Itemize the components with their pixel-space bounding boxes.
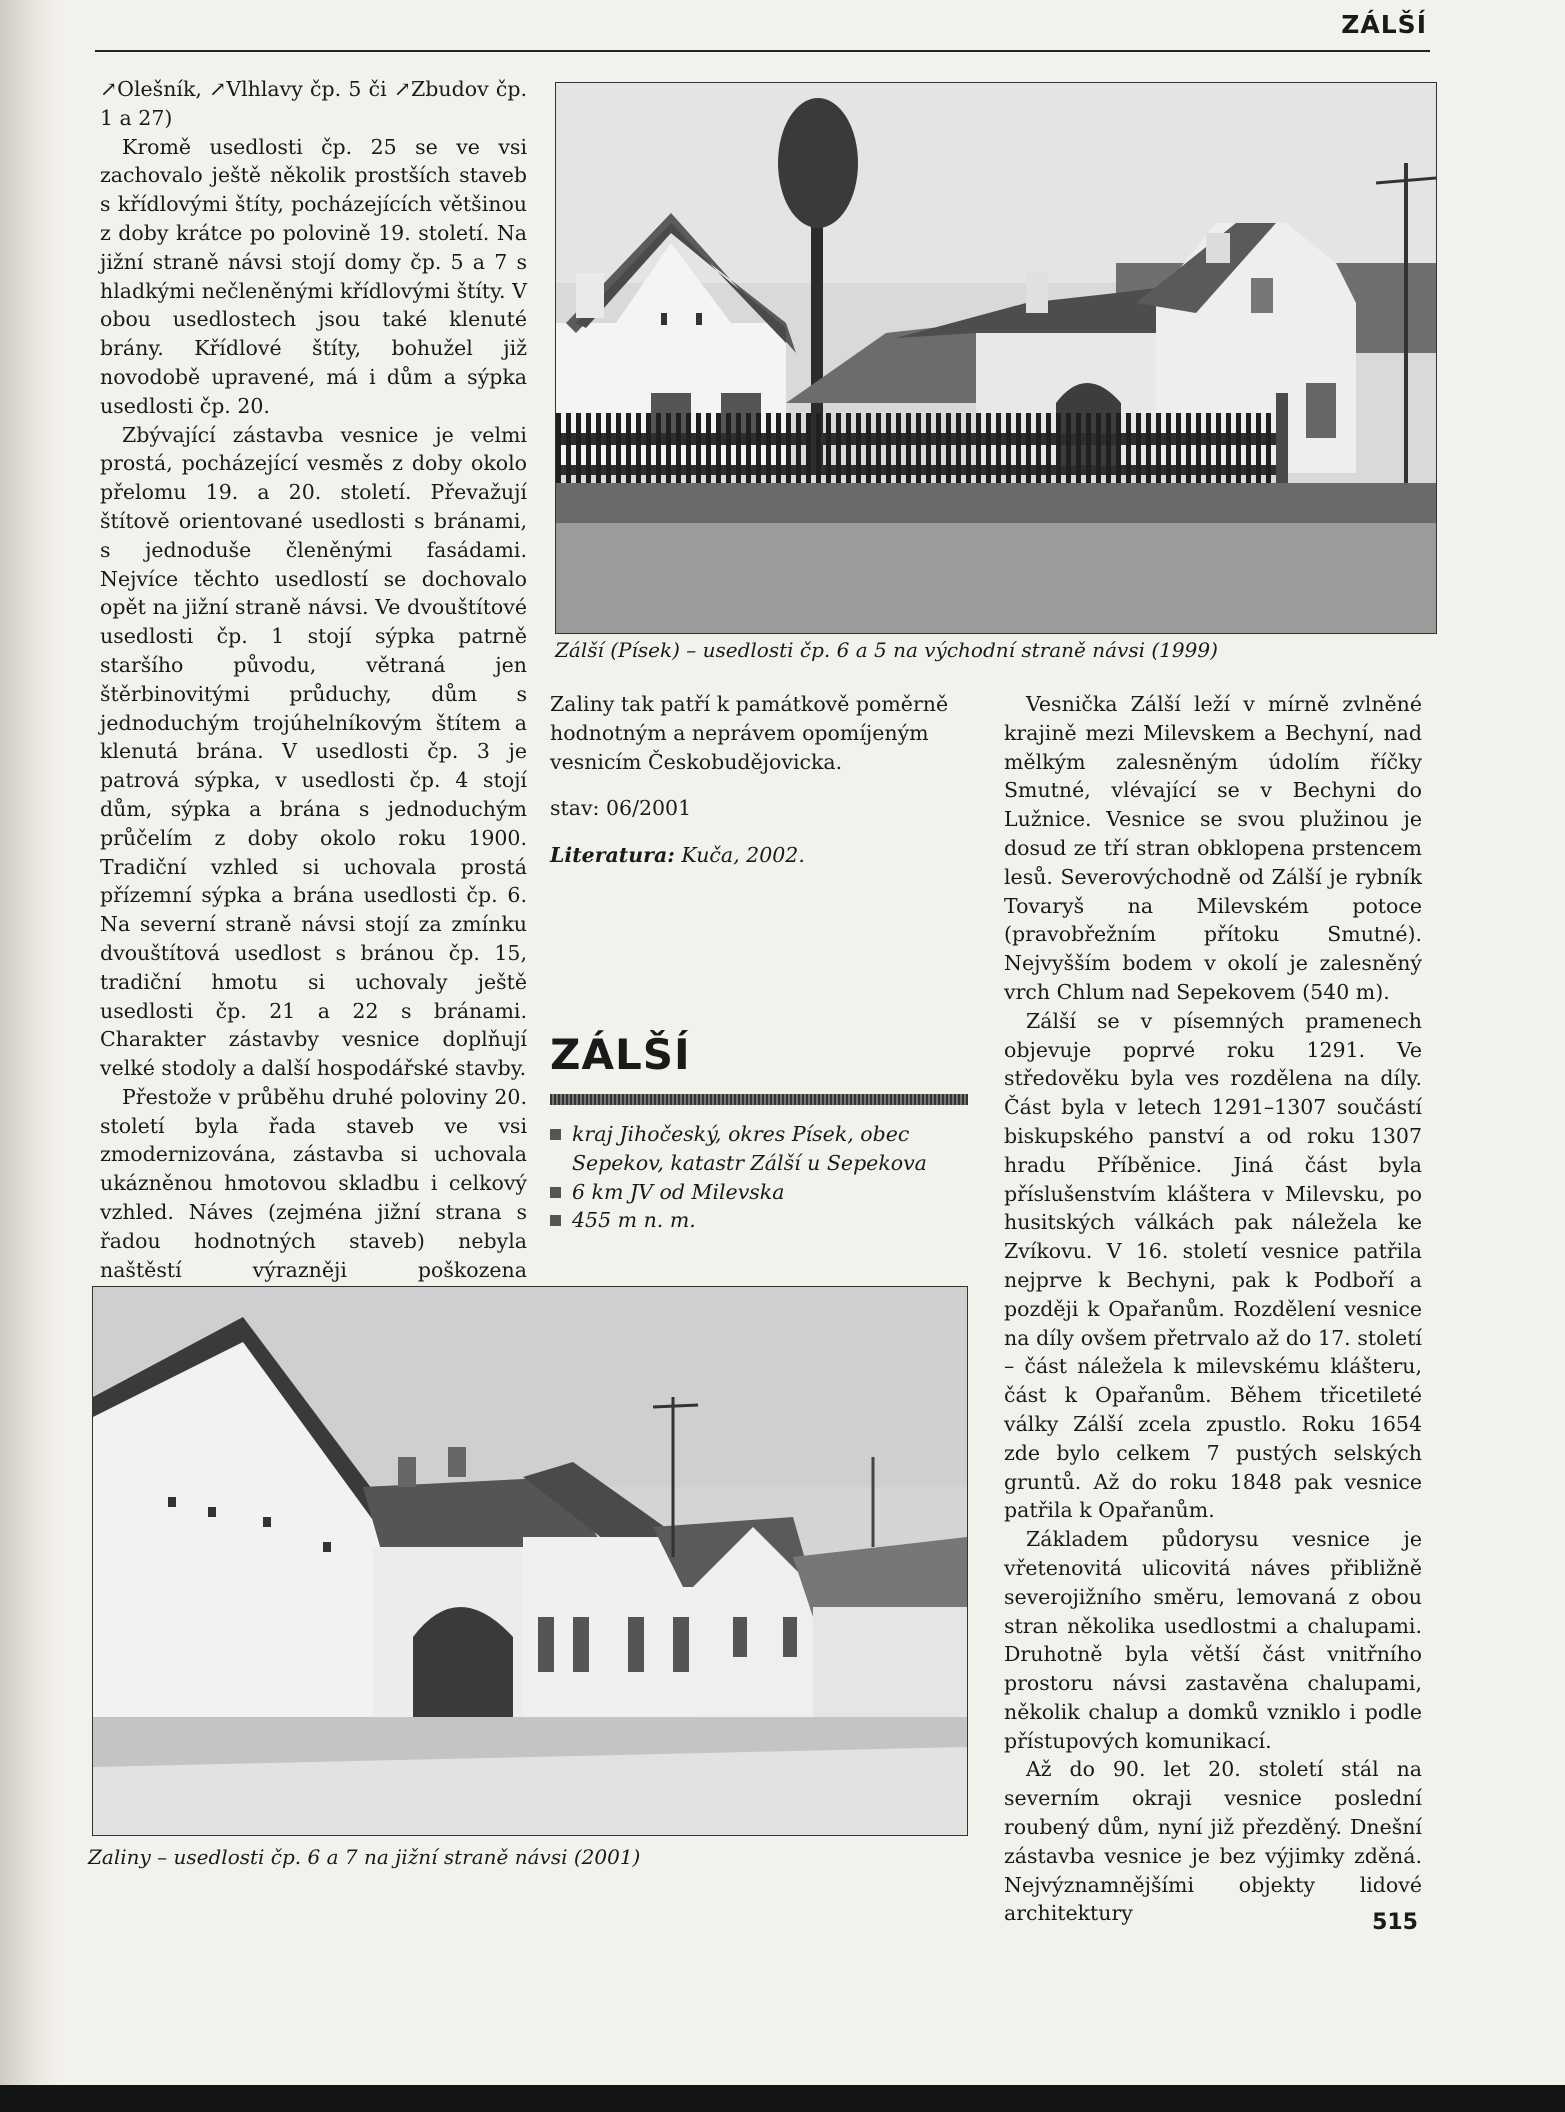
middle-text-column	[550, 690, 970, 870]
header-rule	[95, 50, 1430, 52]
paragraph: Kromě usedlosti čp. 25 se ve vsi zachovalo ještě několik prostších staveb s křídlovými štíty, pocházejících většinou z doby krátce po polovině 19. století. Na jižní straně návsi stojí domy čp. 5 a 7 s hladkými nečleněnými křídlovými štíty. V obou usedlostech jsou také klenuté brány. Křídlové štíty, bohužel již novodobě upravené, má i dům a sýpka usedlosti čp. 20.	[100, 134, 527, 418]
paragraph: ↗Olešník, ↗Vlhlavy čp. 5 či ↗Zbudov čp. 1 a 27)	[100, 77, 527, 130]
photo-image	[93, 1287, 967, 1835]
photo-farmsteads-east	[555, 82, 1437, 634]
left-text-column	[100, 75, 527, 1313]
paragraph: Zálší se v písemných pramenech objevuje poprvé roku 1291. Ve středověku byla ves rozdělena na díly. Část byla v letech 1291–1307 součástí biskupského panství a od roku 1307 hradu Příběnice. Jiná část byla příslušenstvím kláštera v Milevsku, po husitských válkách pak náležela ke Zvíkovu. V 16. století vesnice patřila nejprve k Bechyni, pak k Podboří a později k Opařanům. Rozdělení vesnice na díly ovšem přetrvalo až do 17. století – část náležela k milevskému klášteru, část k Opařanům. Během třicetileté války Zálší zcela zpustlo. Roku 1654 zde bylo celkem 7 pustých selských gruntů. Až do roku 1848 pak vesnice patřila k Opařanům.	[1004, 1008, 1422, 1523]
paragraph: Zaliny tak patří k památkově poměrně hodnotným a neprávem opomíjeným vesnicím Českobudějovicka.	[550, 692, 949, 774]
square-bullet-icon	[550, 1215, 561, 1226]
page-number: 515	[1372, 1910, 1418, 1935]
page-edge-shadow	[0, 0, 60, 2112]
photo-caption-bottom: Zaliny – usedlosti čp. 6 a 7 na jižní straně návsi (2001)	[88, 1845, 641, 1869]
paragraph: Zbývající zástavba vesnice je velmi prostá, pocházející vesměs z doby okolo přelomu 19. a 20. století. Převažují štítově orientované usedlosti s bránami, s jednoduše členěnými fasádami. Nejvíce těchto usedlostí se dochovalo opět na jižní straně návsi. Ve dvouštítové usedlosti čp. 1 stojí sýpka patrně staršího původu, větraná jen štěrbinovitými průduchy, dům s jednoduchým trojúhelníkovým štítem a klenutá brána. V usedlosti čp. 3 je patrová sýpka, v usedlosti čp. 4 stojí dům, sýpka a brána s jednoduchým průčelím z doby okolo roku 1900. Tradiční vzhled si uchovala prostá přízemní sýpka a brána usedlosti čp. 6. Na severní straně návsi stojí za zmínku dvouštítová usedlost s bránou čp. 15, tradiční hmotu si uchovaly ještě usedlosti čp. 21 a 22 s bránami. Charakter zástavby vesnice doplňují velké stodoly a další hospodářské stavby.	[100, 422, 527, 1081]
photo-farmsteads-south	[92, 1286, 968, 1836]
paragraph: Základem půdorysu vesnice je vřetenovitá ulicovitá náves přibližně severojižního směru, lemovaná z obou stran několika usedlostmi a chalupami. Druhotně byla větší část vnitřního prostoru návsi zastavěna chalupami, několik chalup a domků vzniklo i podle přístupových komunikací.	[1004, 1527, 1422, 1753]
info-item-distance: 6 km JV od Milevska	[550, 1178, 970, 1207]
literature-line	[550, 841, 970, 870]
info-item-location: kraj Jihočeský, okres Písek, obec Sepekov, katastr Zálší u Sepekova	[550, 1120, 970, 1178]
paragraph: Přestože v průběhu druhé poloviny 20. století byla řada staveb ve vsi zmodernizována, zástavba si uchovala ukázněnou hmotovou skladbu i celkový vzhled. Náves (zejména jižní strana s řadou hodnotných staveb) nebyla naštěstí výrazněji poškozena	[100, 1084, 527, 1282]
photo-caption-top: Zálší (Písek) – usedlosti čp. 6 a 5 na východní straně návsi (1999)	[555, 638, 1218, 662]
literature-value: Kuča, 2002.	[681, 843, 805, 868]
paragraph: Vesnička Zálší leží v mírně zvlněné krajině mezi Milevskem a Bechyní, nad mělkým zalesněným údolím říčky Smutné, vlévající se v Bechyni do Lužnice. Vesnice se svou plužinou je dosud ze tří stran obklopena prstencem lesů. Severovýchodně od Zálší je rybník Tovaryš na Milevském potoce (pravobřežním přítoku Smutné). Nejvyšším bodem v okolí je zalesněný vrch Chlum nad Sepekovem (540 m).	[1004, 692, 1422, 1004]
scan-edge-band	[0, 2085, 1565, 2112]
right-text-column	[1004, 690, 1422, 1928]
running-title: ZÁLŠÍ	[1341, 10, 1427, 39]
square-bullet-icon	[550, 1187, 561, 1198]
paragraph: Až do 90. let 20. století stál na severním okraji vesnice poslední roubený dům, nyní již přezděný. Dnešní zástavba vesnice je bez výjimky zděná. Nejvýznamnějšími objekty lidové architektury	[1004, 1757, 1422, 1926]
village-info-list	[550, 1120, 970, 1235]
section-title: ZÁLŠÍ	[550, 1030, 691, 1079]
photo-image	[556, 83, 1436, 633]
status-date: stav: 06/2001	[550, 796, 692, 821]
info-item-altitude: 455 m n. m.	[550, 1206, 970, 1235]
square-bullet-icon	[550, 1129, 561, 1140]
section-rule	[550, 1094, 968, 1105]
literature-label: Literatura:	[550, 843, 675, 868]
